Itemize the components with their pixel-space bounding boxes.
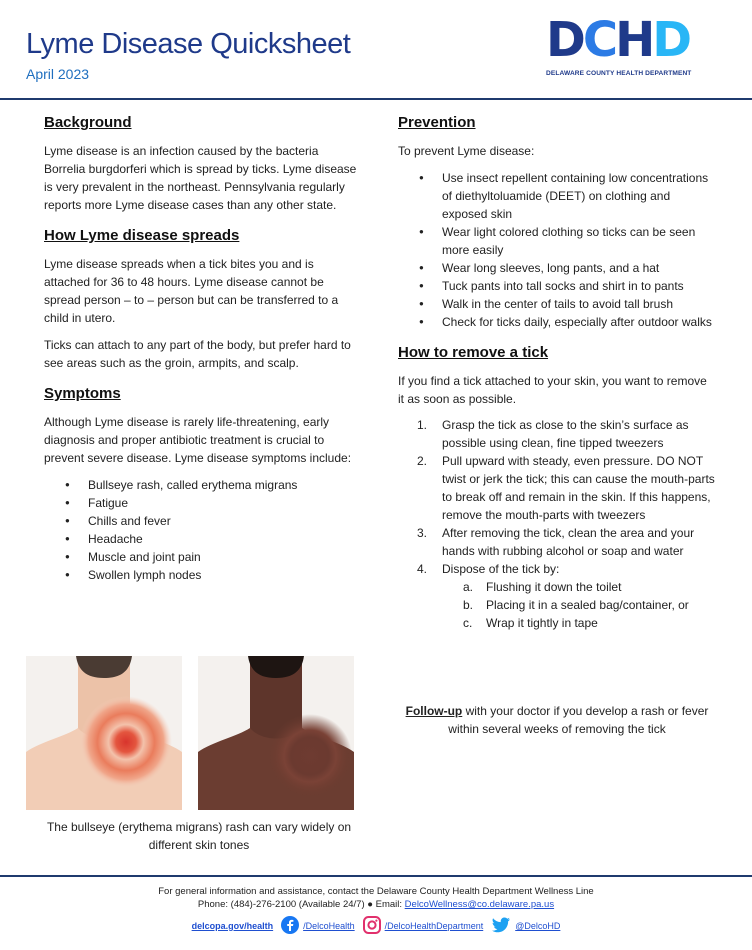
substep-text: Wrap it tightly in tape	[486, 616, 598, 630]
list-item	[398, 560, 716, 632]
page-date: April 2023	[26, 66, 90, 82]
footer-phone: Phone: (484)-276-2100 (Available 24/7) ● Email:	[197, 899, 405, 910]
twitter-icon[interactable]	[491, 916, 511, 936]
facebook-link[interactable]: /DelcoHealth	[303, 921, 355, 931]
header-divider	[0, 98, 752, 100]
page-title: Lyme Disease Quicksheet	[26, 28, 351, 60]
spread-paragraph: Lyme disease spreads when a tick bites you and is attached for 36 to 48 hours. Lyme disease cannot be spread person – to – person but can be transferred to a child in utero.	[44, 257, 339, 325]
list-item	[442, 614, 716, 632]
list-item	[442, 578, 716, 596]
step-text: Pull upward with steady, even pressure. DO NOT twist or jerk the tick; this can cause the mouth-parts to break off and remain in the skin. If this happens, remove the mouth-parts with tweezers	[442, 454, 715, 522]
list-item: ● Headache	[44, 530, 362, 548]
substep-letter: a.	[463, 580, 474, 594]
photos-caption: The bullseye (erythema migrans) rash can vary widely on different skin tones	[46, 820, 352, 852]
list-item: ● Chills and fever	[44, 512, 362, 530]
logo-letters	[546, 12, 706, 68]
substep-text: Placing it in a sealed bag/container, or	[486, 598, 689, 612]
list-item	[398, 524, 716, 560]
prevention-heading: Prevention	[398, 114, 476, 131]
step-number: 1.	[417, 418, 428, 432]
footer-phone-line	[0, 898, 752, 911]
page-header	[0, 0, 752, 100]
background-section	[44, 113, 362, 214]
remove-tick-steps	[398, 416, 716, 632]
step-number: 3.	[417, 526, 428, 540]
facebook-icon[interactable]	[281, 916, 299, 936]
symptoms-list	[44, 476, 362, 584]
list-item: ● Swollen lymph nodes	[44, 566, 362, 584]
followup-text: with your doctor if you develop a rash or fever within several weeks of removing the tick	[448, 704, 709, 736]
list-item	[398, 452, 716, 524]
logo-letter: H	[615, 12, 653, 68]
list-item	[442, 596, 716, 614]
social-links	[0, 916, 752, 936]
list-item: ● Bullseye rash, called erythema migrans	[44, 476, 362, 494]
logo-letter: C	[582, 12, 616, 68]
followup-bold: Follow-up	[405, 704, 463, 718]
symptoms-section	[44, 384, 362, 584]
email-link[interactable]: DelcoWellness@co.delaware.pa.us	[404, 899, 555, 910]
rash-photo-light-skin	[26, 656, 182, 810]
logo-text: DELAWARE COUNTY HEALTH DEPARTMENT	[546, 70, 692, 77]
step-number: 4.	[417, 562, 428, 576]
list-item: ● Fatigue	[44, 494, 362, 512]
rash-photos	[26, 656, 356, 810]
footer-divider	[0, 875, 752, 877]
footer-contact-line: For general information and assistance, contact the Delaware County Health Department Wellness Line	[158, 886, 594, 897]
substep-letter: b.	[463, 598, 474, 612]
remove-tick-section	[398, 343, 716, 632]
substep-text: Flushing it down the toilet	[486, 580, 622, 594]
footer	[0, 885, 752, 911]
step-text: After removing the tick, clean the area and your hands with rubbing alcohol or soap and water	[442, 526, 695, 558]
rash-photo-dark-skin	[198, 656, 354, 810]
followup-note	[398, 702, 716, 738]
list-item	[398, 416, 716, 452]
list-item: ● Use insect repellent containing low concentrations of diethyltoluamide (DEET) on clothing and exposed skin	[398, 169, 716, 223]
right-column	[398, 113, 716, 632]
remove-tick-heading: How to remove a tick	[398, 344, 549, 361]
instagram-icon[interactable]	[363, 916, 381, 936]
twitter-link[interactable]: @DelcoHD	[515, 921, 561, 931]
symptoms-intro: Although Lyme disease is rarely life-threatening, early diagnosis and proper antibiotic treatment is crucial to prevent severe disease. Lyme disease symptoms include:	[44, 415, 352, 465]
list-item: ● Walk in the center of tails to avoid tall brush	[398, 295, 716, 313]
background-heading: Background	[44, 114, 132, 131]
spread-paragraph: Ticks can attach to any part of the body, but prefer hard to see areas such as the groin, armpits, and scalp.	[44, 338, 351, 370]
list-item: ● Tuck pants into tall socks and shirt in to pants	[398, 277, 716, 295]
list-item: ● Wear long sleeves, long pants, and a hat	[398, 259, 716, 277]
prevention-intro: To prevent Lyme disease:	[398, 144, 535, 158]
substep-letter: c.	[463, 616, 473, 630]
step-number: 2.	[417, 454, 428, 468]
spread-section	[44, 226, 362, 372]
list-item: ● Wear light colored clothing so ticks can be seen more easily	[398, 223, 716, 259]
logo-letter: D	[652, 12, 690, 68]
list-item: ● Check for ticks daily, especially after outdoor walks	[398, 313, 716, 331]
symptoms-heading: Symptoms	[44, 385, 121, 402]
logo-letter: D	[546, 12, 583, 68]
website-link[interactable]: delcopa.gov/health	[191, 921, 274, 931]
instagram-link[interactable]: /DelcoHealthDepartment	[384, 921, 484, 931]
prevention-section	[398, 113, 716, 331]
dchd-logo	[546, 12, 706, 80]
list-item: ● Muscle and joint pain	[44, 548, 362, 566]
remove-tick-intro: If you find a tick attached to your skin, you want to remove it as soon as possible.	[398, 374, 707, 406]
spread-heading: How Lyme disease spreads	[44, 227, 240, 244]
background-text: Lyme disease is an infection caused by the bacteria Borrelia burgdorferi which is spread by ticks. Lyme disease is very prevalent in the northeast. Pennsylvania regularly reports more Lyme disease cases than any other state.	[44, 144, 357, 212]
prevention-list	[398, 169, 716, 331]
step-text: Grasp the tick as close to the skin’s surface as possible using clean, fine tipped tweezers	[442, 418, 689, 450]
dispose-substeps	[442, 578, 716, 632]
step-text: Dispose of the tick by:	[442, 562, 560, 576]
left-column	[44, 113, 362, 584]
